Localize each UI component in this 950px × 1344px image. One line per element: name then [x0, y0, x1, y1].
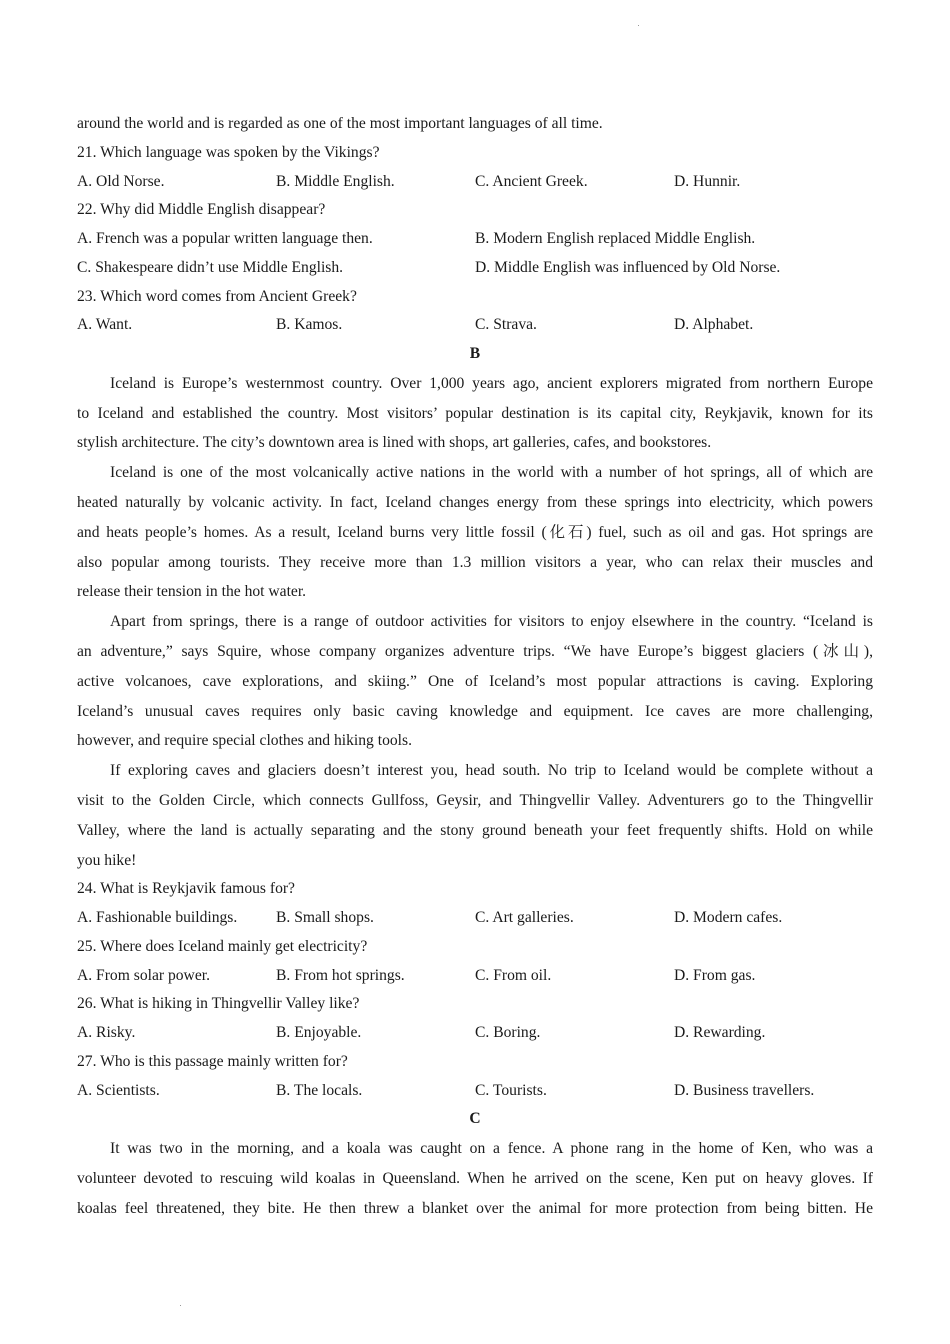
answer-option: A. Want. [77, 316, 133, 334]
paragraph-line: Iceland is Europe’s westernmost country. Over 1,000 years ago, ancient explorers migrated from northern Europe [110, 374, 873, 392]
paragraph-line: Apart from springs, there is a range of outdoor activities for visitors to enjoy elsewhere in the country. “Iceland is [110, 613, 873, 631]
paragraph-line: to Iceland and established the country. Most visitors’ popular destination is its capital city, Reykjavik, known for its [77, 404, 873, 422]
answer-option: C. Art galleries. [475, 909, 574, 927]
options-row [77, 1019, 873, 1048]
paragraph-line: It was two in the morning, and a koala was caught on a fence. A phone rang in the home of Ken, who was a [110, 1140, 873, 1158]
options-row [77, 904, 873, 933]
answer-option: C. Ancient Greek. [475, 172, 588, 190]
answer-option: B. From hot springs. [276, 966, 405, 984]
answer-option: A. Fashionable buildings. [77, 909, 238, 927]
answer-option: D. Rewarding. [674, 1024, 766, 1042]
answer-option: C. Boring. [475, 1024, 541, 1042]
paragraph-line: also popular among tourists. They receive more than 1.3 million visitors a year, who can relax their muscles and [77, 553, 873, 571]
answer-option: B. Kamos. [276, 316, 343, 334]
question-stem: 26. What is hiking in Thingvellir Valley like? [77, 995, 360, 1013]
paragraph-line: Iceland’s unusual caves requires only basic caving knowledge and equipment. Ice caves are more challenging, [77, 702, 873, 720]
paragraph-line: heated naturally by volcanic activity. In fact, Iceland changes energy from these springs into electricity, which powers [77, 493, 873, 511]
section-c-heading: C [469, 1110, 481, 1128]
answer-option: A. Scientists. [77, 1081, 160, 1099]
question-stem: 23. Which word comes from Ancient Greek? [77, 287, 357, 305]
section-b-passage [77, 369, 873, 876]
intro-line: around the world and is regarded as one of the most important languages of all time. [77, 115, 603, 132]
answer-option: A. From solar power. [77, 966, 210, 984]
question-stem: 25. Where does Iceland mainly get electricity? [77, 937, 368, 955]
question-stem: 27. Who is this passage mainly written for? [77, 1052, 348, 1070]
answer-option: D. Business travellers. [674, 1081, 815, 1099]
answer-option: B. The locals. [276, 1081, 363, 1099]
options-row [77, 254, 873, 283]
paragraph-line: Iceland is one of the most volcanically active nations in the world with a number of hot springs, all of which are [110, 464, 873, 482]
paragraph [77, 458, 873, 607]
paragraph-line: active volcanoes, cave explorations, and skiing.” One of Iceland’s most popular attractions is caving. Exploring [77, 672, 873, 690]
paragraph-line: visit to the Golden Circle, which connects Gullfoss, Geysir, and Thingvellir Valley. Adventurers go to the Thingvellir [77, 791, 873, 809]
answer-option: D. Hunnir. [674, 172, 741, 190]
answer-option: D. Modern cafes. [674, 909, 783, 927]
options-row [77, 225, 873, 254]
paragraph [77, 607, 873, 756]
paragraph-line: koalas feel threatened, they bite. He then threw a blanket over the animal for more protection from being bitten. He [77, 1199, 873, 1217]
scan-dot [638, 25, 639, 26]
answer-option: C. Strava. [475, 316, 537, 334]
paragraph-line: however, and require special clothes and hiking tools. [77, 732, 412, 750]
answer-option: C. From oil. [475, 966, 552, 984]
document-page [77, 110, 873, 1223]
paragraph-line: you hike! [77, 851, 137, 869]
scan-dot [180, 1305, 181, 1306]
options-row [77, 311, 873, 340]
paragraph-line: If exploring caves and glaciers doesn’t interest you, head south. No trip to Iceland would be complete without a [110, 762, 873, 780]
answer-option: A. French was a popular written language then. [77, 230, 373, 247]
paragraph-line: stylish architecture. The city’s downtown area is lined with shops, art galleries, cafes, and bookstores. [77, 434, 712, 452]
options-row [77, 1077, 873, 1106]
question-stem: 24. What is Reykjavik famous for? [77, 880, 295, 898]
paragraph-line: an adventure,” says Squire, whose company organizes adventure trips. “We have Europe’s biggest glaciers (冰山), [77, 642, 873, 660]
questions-section-a [77, 139, 873, 340]
paragraph [77, 756, 873, 875]
options-row [77, 962, 873, 991]
section-c-passage [77, 1134, 873, 1223]
answer-option: D. Middle English was influenced by Old Norse. [475, 258, 781, 276]
answer-option: B. Modern English replaced Middle English. [475, 230, 756, 247]
answer-option: A. Risky. [77, 1024, 136, 1042]
questions-section-b [77, 875, 873, 1105]
answer-option: D. From gas. [674, 966, 756, 984]
answer-option: D. Alphabet. [674, 316, 754, 334]
paragraph-line: volunteer devoted to rescuing wild koalas in Queensland. When he arrived on the scene, Ken put on heavy gloves. If [77, 1169, 873, 1187]
answer-option: B. Small shops. [276, 909, 374, 927]
question-stem: 22. Why did Middle English disappear? [77, 201, 326, 219]
options-row [77, 168, 873, 197]
paragraph [77, 369, 873, 458]
answer-option: C. Shakespeare didn’t use Middle English. [77, 258, 344, 276]
paragraph-line: and heats people’s homes. As a result, Iceland burns very little fossil (化石) fuel, such as oil and gas. Hot springs are [77, 523, 873, 541]
section-b-heading: B [469, 345, 481, 362]
answer-option: B. Middle English. [276, 172, 395, 190]
paragraph-line: Valley, where the land is actually separating and the stony ground beneath your feet frequently shifts. Hold on while [77, 821, 873, 839]
answer-option: B. Enjoyable. [276, 1024, 362, 1042]
answer-option: C. Tourists. [475, 1081, 547, 1099]
paragraph-line: release their tension in the hot water. [77, 583, 307, 601]
question-stem: 21. Which language was spoken by the Vikings? [77, 143, 380, 161]
answer-option: A. Old Norse. [77, 172, 165, 190]
